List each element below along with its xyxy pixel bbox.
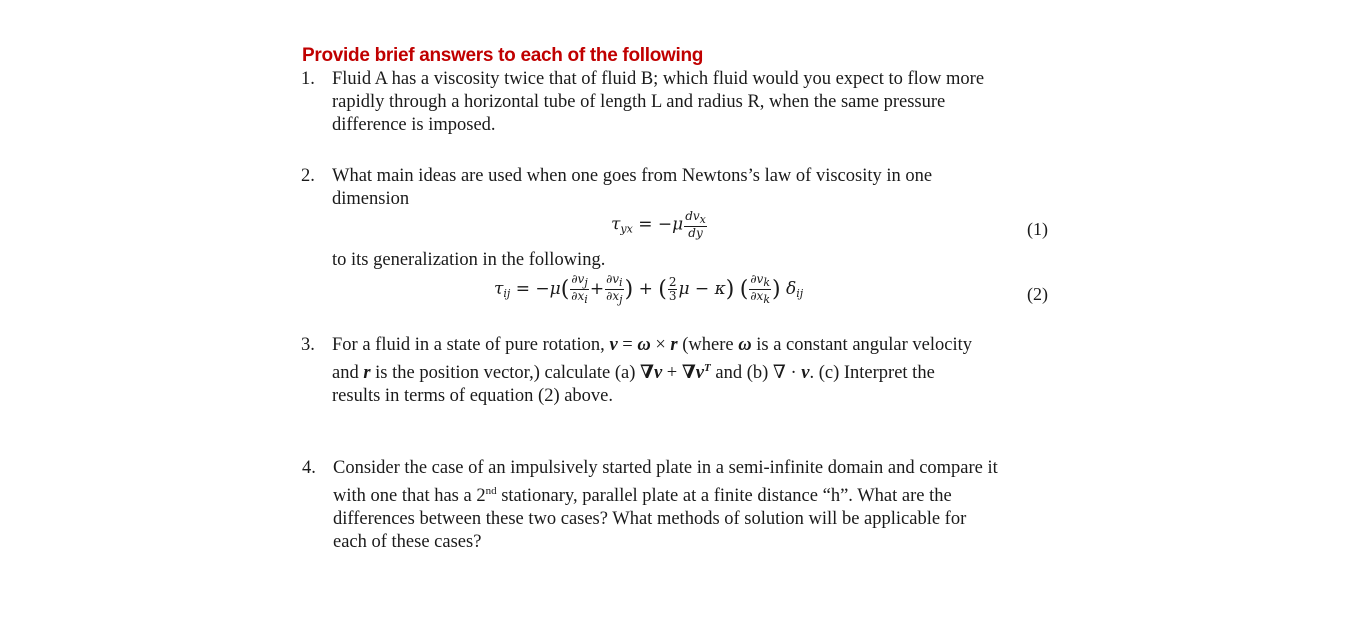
text-line: For a fluid in a state of pure rotation, v = ω × r (where ω is a constant angular velocity [332,335,973,355]
question-number: 2. [301,166,315,186]
question-number: 1. [301,69,315,89]
text-line: Fluid A has a viscosity twice that of fluid B; which fluid would you expect to flow more [332,69,985,89]
text-line: with one that has a 2nd stationary, parallel plate at a finite distance “h”. What are the [333,485,952,506]
equation-2: $\tau_{ij} = -\mu$( $\frac{\partial vj}{\partial xi}$ + $\frac{\partial vi}{\partial xj}$ ) + ( $\frac{2}{3}$ μ − κ) ( $\frac{\partial vk}{\partial xk}$ ) $\delta_{ij}$ [494,272,804,306]
equation-1: $\tau_{yx} = -\mu$ $\frac{\text{dvx}}{dy}$ [611,209,706,240]
question-text [332,334,972,408]
text-line: dimension [332,189,410,209]
text-line: rapidly through a horizontal tube of length L and radius R, when the same pressure [332,92,946,112]
page-heading: Provide brief answers to each of the following [302,45,704,66]
question-number: 3. [301,335,315,355]
question-number: 4. [302,458,316,478]
text-line: differences between these two cases? What methods of solution will be applicable for [333,509,967,529]
question-text [332,249,605,272]
text-line: Consider the case of an impulsively started plate in a semi-infinite domain and compare it [333,458,998,478]
text-line: difference is imposed. [332,115,496,135]
text-line: What main ideas are used when one goes from Newtons’s law of viscosity in one [332,166,933,186]
question-text [332,68,984,137]
text-line: each of these cases? [333,532,482,552]
question-text [332,165,932,211]
text-line: and r is the position vector,) calculate (a) $\nabla v + \nabla v^T$ and (b) ∇ · v. (c) Interpret the [332,362,935,383]
text-line: results in terms of equation (2) above. [332,386,614,406]
equation-2-label: (2) [1027,284,1048,304]
equation-1-label: (1) [1027,219,1048,239]
question-text [333,457,998,554]
text-line: to its generalization in the following. [332,250,606,270]
